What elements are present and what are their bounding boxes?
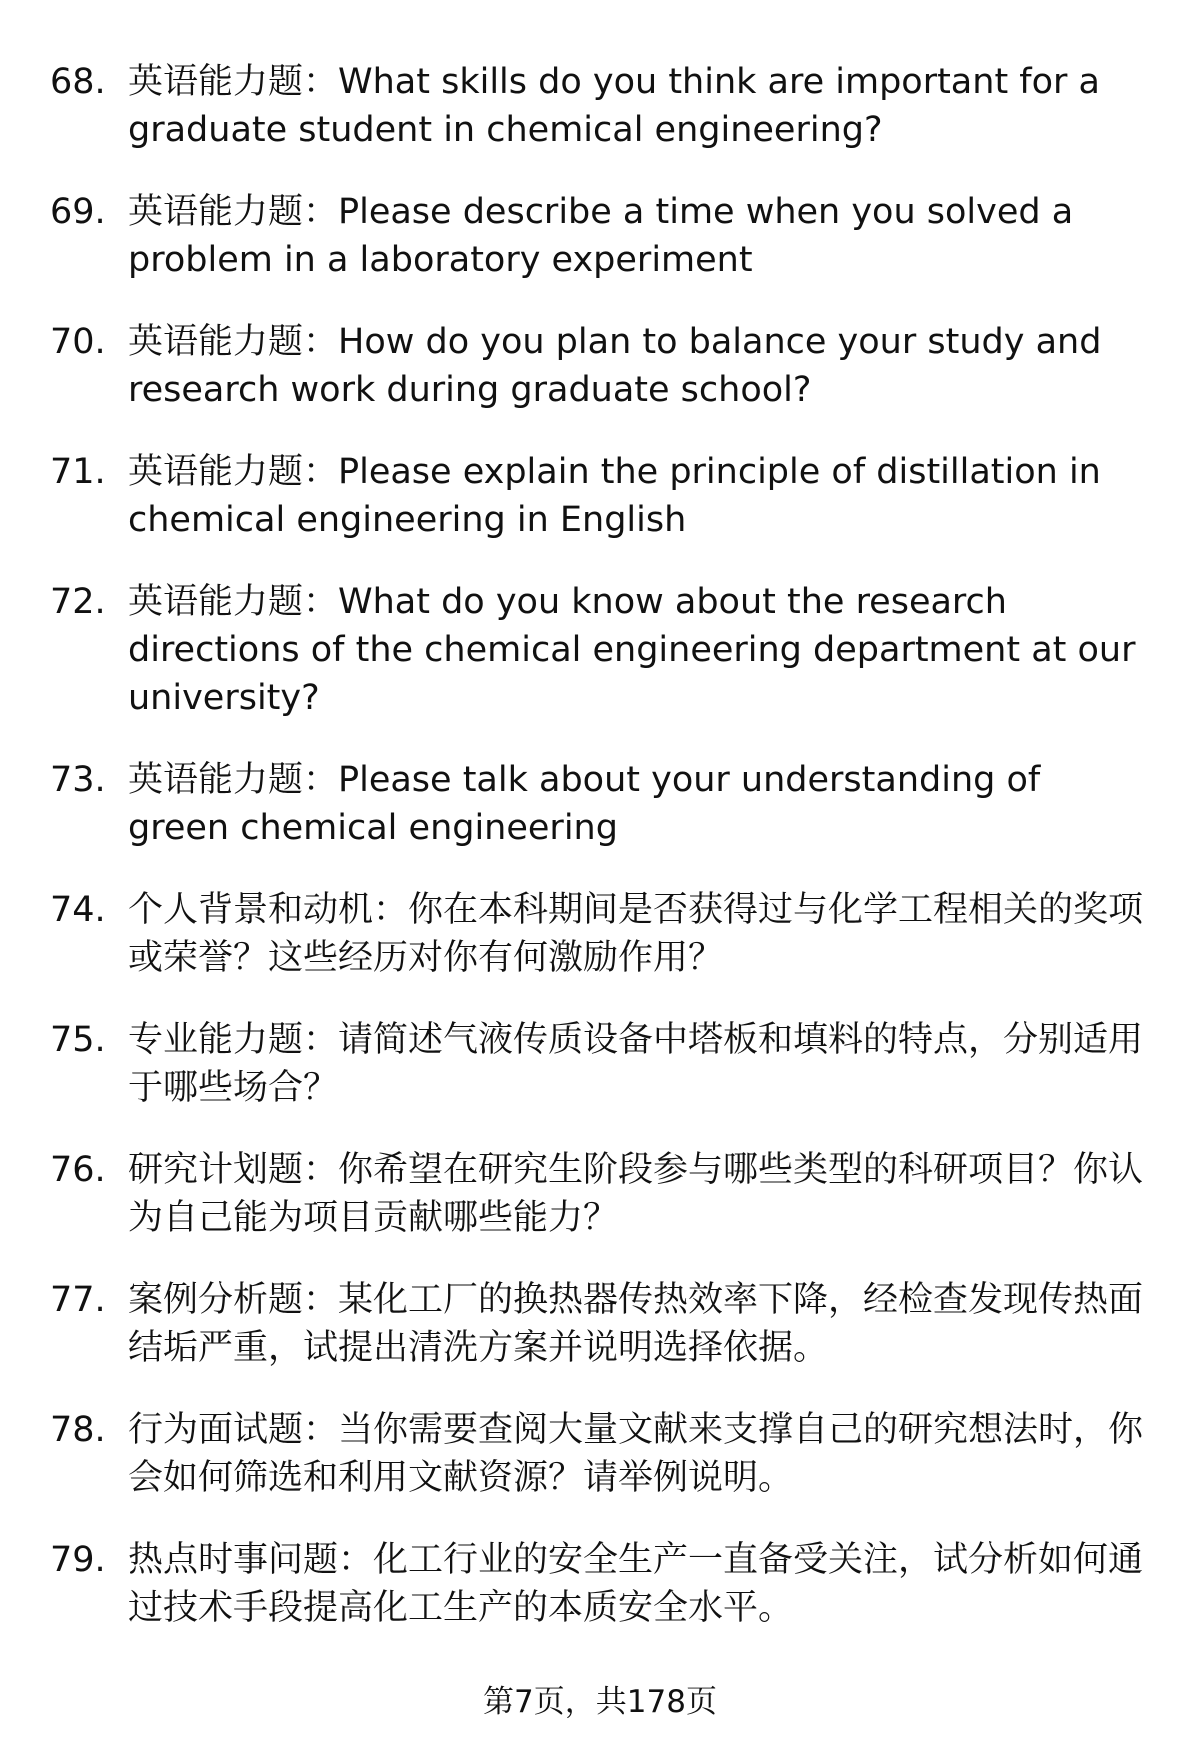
question-item (0, 1276, 1200, 1372)
question-text: 个人背景和动机：你在本科期间是否获得过与化学工程相关的奖项或荣誉？这些经历对你有何激励作用？ (128, 890, 1144, 978)
question-item (0, 578, 1200, 722)
question-item (0, 1146, 1200, 1242)
question-text: 英语能力题：Please talk about your understanding of green chemical engineering (128, 760, 1041, 848)
question-number: 79. (50, 1540, 106, 1580)
question-number: 75. (50, 1020, 106, 1060)
question-number: 78. (50, 1410, 106, 1450)
question-text: 热点时事问题：化工行业的安全生产一直备受关注，试分析如何通过技术手段提高化工生产的本质安全水平。 (128, 1540, 1144, 1628)
question-item (0, 1536, 1200, 1632)
question-number: 69. (50, 192, 106, 232)
question-item (0, 756, 1200, 852)
question-number: 68. (50, 62, 106, 102)
question-text: 英语能力题：How do you plan to balance your study and research work during graduate school? (128, 322, 1102, 410)
question-item (0, 1016, 1200, 1112)
page-number: 第7页，共178页 (483, 1684, 717, 1720)
question-item (0, 188, 1200, 284)
question-number: 76. (50, 1150, 106, 1190)
question-text: 英语能力题：What skills do you think are important for a graduate student in chemical engineering? (128, 62, 1100, 150)
question-text: 英语能力题：Please explain the principle of distillation in chemical engineering in English (128, 452, 1101, 540)
question-item (0, 448, 1200, 544)
question-number: 74. (50, 890, 106, 930)
question-text: 行为面试题：当你需要查阅大量文献来支撑自己的研究想法时，你会如何筛选和利用文献资源？请举例说明。 (128, 1410, 1144, 1498)
question-item (0, 1406, 1200, 1502)
question-list (0, 58, 1200, 1666)
question-number: 72. (50, 582, 106, 622)
question-text: 案例分析题：某化工厂的换热器传热效率下降，经检查发现传热面结垢严重，试提出清洗方案并说明选择依据。 (128, 1280, 1144, 1368)
question-text: 英语能力题：What do you know about the research directions of the chemical engineering department at our university? (128, 582, 1136, 718)
question-item (0, 58, 1200, 154)
question-item (0, 318, 1200, 414)
question-item (0, 886, 1200, 982)
question-text: 专业能力题：请简述气液传质设备中塔板和填料的特点，分别适用于哪些场合？ (128, 1020, 1144, 1108)
question-number: 70. (50, 322, 106, 362)
question-number: 77. (50, 1280, 106, 1320)
question-number: 71. (50, 452, 106, 492)
question-text: 研究计划题：你希望在研究生阶段参与哪些类型的科研项目？你认为自己能为项目贡献哪些能力？ (128, 1150, 1144, 1238)
question-number: 73. (50, 760, 106, 800)
question-text: 英语能力题：Please describe a time when you solved a problem in a laboratory experiment (128, 192, 1074, 280)
